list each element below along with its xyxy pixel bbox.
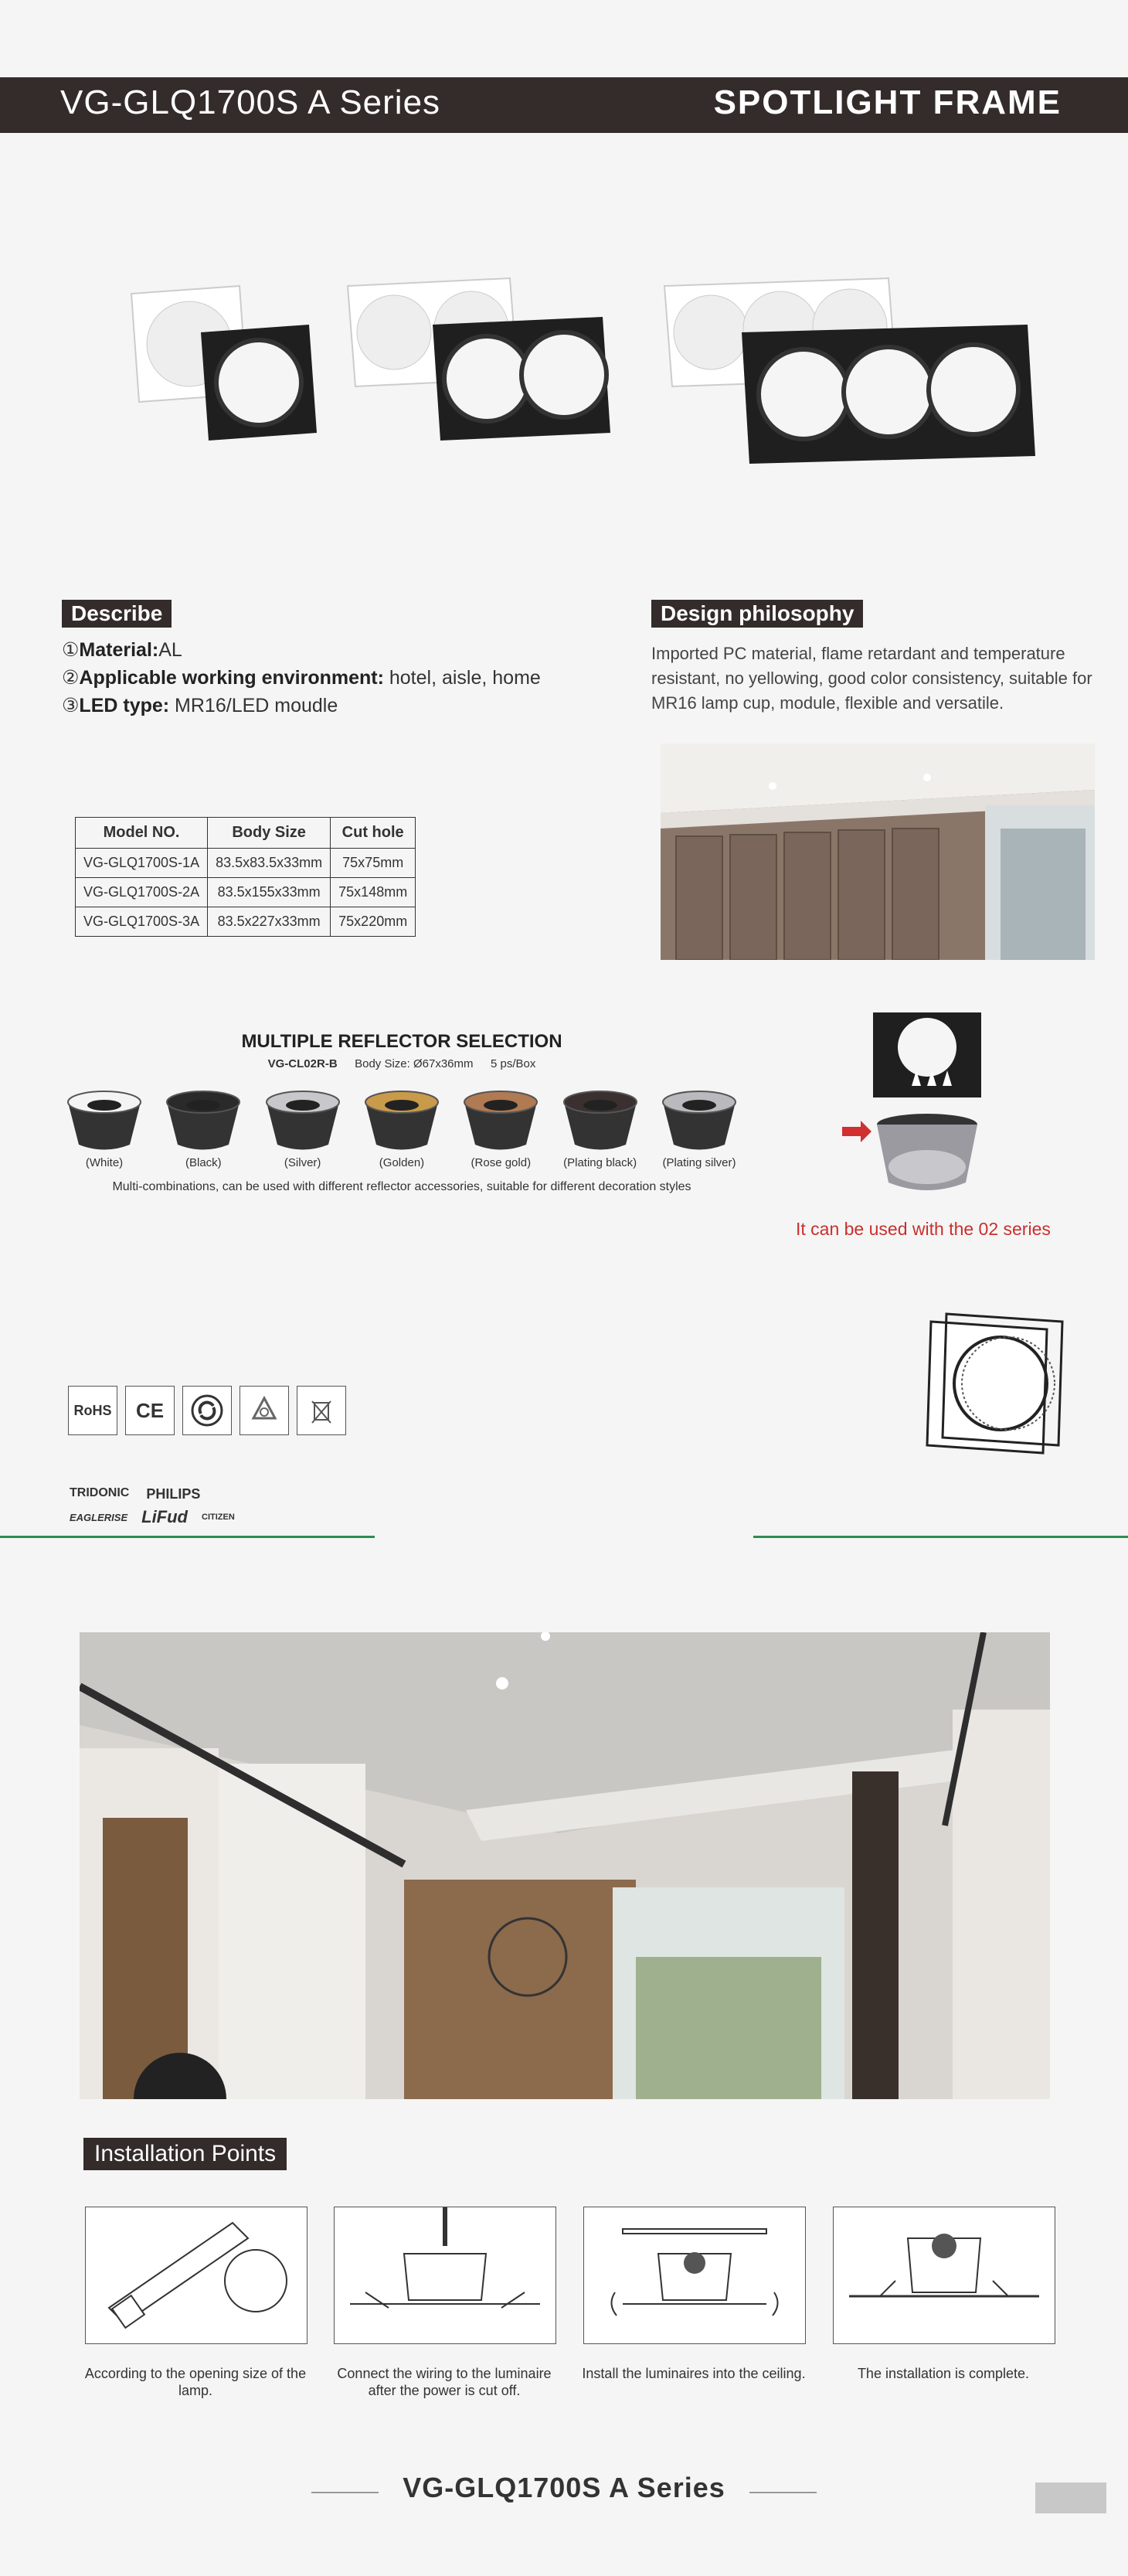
describe-section xyxy=(62,600,541,722)
reflector-item xyxy=(458,1079,543,1169)
reflector-cup-icon xyxy=(260,1079,345,1156)
table-row xyxy=(76,878,416,907)
spec-header-model: Model NO. xyxy=(76,818,208,849)
recycle-arrow-icon xyxy=(182,1386,232,1435)
install-step-1-diagram xyxy=(85,2207,307,2344)
reflector-label: (Black) xyxy=(185,1156,222,1169)
spec-table-header-row xyxy=(76,818,416,849)
install-step-3-caption: Install the luminaires into the ceiling. xyxy=(582,2366,806,2381)
spec-cell: 75x75mm xyxy=(331,849,416,878)
reflector-label: (White) xyxy=(85,1156,124,1169)
brand-logos xyxy=(70,1486,235,1527)
describe-number: ③ xyxy=(62,695,80,716)
reflector-cup-icon xyxy=(657,1079,742,1156)
installation-tag-wrap xyxy=(83,2138,287,2170)
divider-left xyxy=(0,1536,375,1538)
reflector-label: (Plating black) xyxy=(563,1156,637,1169)
reflector-body-size: Body Size: Ø67x36mm xyxy=(355,1057,474,1070)
wiring-icon xyxy=(335,2207,556,2343)
install-step-2-diagram xyxy=(334,2207,556,2344)
describe-value: MR16/LED moudle xyxy=(169,695,338,716)
describe-line xyxy=(62,638,541,662)
footer-gray-block xyxy=(1035,2482,1106,2513)
describe-label: Material: xyxy=(79,639,159,661)
describe-value: AL xyxy=(158,639,182,661)
spec-cell: VG-GLQ1700S-1A xyxy=(76,849,208,878)
frame-outline-illustration xyxy=(916,1306,1078,1468)
install-step-2-caption: Connect the wiring to the luminaire after the power is cut off. xyxy=(337,2366,552,2398)
brand-citizen: CITIZEN xyxy=(202,1513,235,1522)
interior-room-photo xyxy=(80,1632,1050,2099)
philosophy-section xyxy=(651,600,1099,716)
spec-cell: 83.5x155x33mm xyxy=(208,878,331,907)
product-frames-image xyxy=(116,263,1043,510)
reflector-item xyxy=(558,1079,643,1169)
single-frame-product xyxy=(131,286,317,441)
cert-row xyxy=(68,1386,346,1435)
header-model-title: VG-GLQ1700S A Series xyxy=(60,83,441,121)
philosophy-text: Imported PC material, flame retardant and temperature resistant, no yellowing, good color consistency, suitable for MR16 lamp cup, module, flexible and versatile. xyxy=(651,644,1092,713)
brand-eaglerise: EAGLERISE xyxy=(70,1511,128,1523)
reflector-title: MULTIPLE REFLECTOR SELECTION xyxy=(241,1031,562,1052)
philosophy-tag: Design philosophy xyxy=(651,600,863,628)
saw-icon xyxy=(86,2207,307,2343)
spec-cell: 75x220mm xyxy=(331,907,416,937)
describe-line xyxy=(62,666,541,689)
reflector-item xyxy=(657,1079,742,1169)
double-frame-product xyxy=(348,278,610,441)
reflector-label: (Plating silver) xyxy=(662,1156,736,1169)
install-step-3-diagram xyxy=(583,2207,806,2344)
reflector-item xyxy=(161,1079,246,1169)
spec-table xyxy=(75,817,416,937)
rohs-badge: RoHS xyxy=(68,1386,117,1435)
reflector-row xyxy=(62,1079,742,1169)
reflector-note: Multi-combinations, can be used with different reflector accessories, suitable for different decoration styles xyxy=(112,1180,691,1193)
header-bar xyxy=(0,77,1128,133)
describe-tag: Describe xyxy=(62,600,172,628)
reflector-cup-icon xyxy=(62,1079,147,1156)
spec-header-body-size: Body Size xyxy=(208,818,331,849)
spec-cell: 83.5x83.5x33mm xyxy=(208,849,331,878)
reflector-code: VG-CL02R-B xyxy=(267,1057,338,1070)
weee-bin-icon xyxy=(297,1386,346,1435)
reflector-label: (Silver) xyxy=(284,1156,321,1169)
reflector-item xyxy=(62,1079,147,1169)
install-step-1-caption: According to the opening size of the lamp. xyxy=(84,2366,307,2398)
installation-tag: Installation Points xyxy=(83,2138,287,2170)
describe-line xyxy=(62,694,541,717)
reflector-item xyxy=(260,1079,345,1169)
footer-title: VG-GLQ1700S A Series xyxy=(379,2472,749,2504)
reflector-item xyxy=(359,1079,444,1169)
reflector-section xyxy=(62,1031,742,1194)
reflector-pack: 5 ps/Box xyxy=(490,1057,536,1070)
table-row xyxy=(76,907,416,937)
spec-header-cut-hole: Cut hole xyxy=(331,818,416,849)
reflector-label: (Golden) xyxy=(379,1156,425,1169)
describe-label: LED type: xyxy=(79,695,170,716)
reflector-cup-icon xyxy=(161,1079,246,1156)
spec-cell: VG-GLQ1700S-2A xyxy=(76,878,208,907)
describe-value: hotel, aisle, home xyxy=(383,667,541,689)
spec-cell: VG-GLQ1700S-3A xyxy=(76,907,208,937)
triple-frame-product xyxy=(664,278,1035,464)
brand-tridonic: TRIDONIC xyxy=(70,1486,130,1499)
spec-cell: 75x148mm xyxy=(331,878,416,907)
describe-label: Applicable working environment: xyxy=(79,667,384,689)
spec-cell: 83.5x227x33mm xyxy=(208,907,331,937)
compat-note: It can be used with the 02 series xyxy=(796,1219,1051,1239)
describe-number: ② xyxy=(62,667,80,689)
reflector-cup-icon xyxy=(359,1079,444,1156)
brand-philips: PHILIPS xyxy=(146,1486,201,1502)
ce-mark: CE xyxy=(125,1386,175,1435)
reflector-insert-illustration xyxy=(842,1005,997,1206)
header-category-title: SPOTLIGHT FRAME xyxy=(713,83,1062,121)
reflector-label: (Rose gold) xyxy=(471,1156,532,1169)
installed-luminaire-icon xyxy=(834,2207,1055,2343)
recycle-icon xyxy=(240,1386,289,1435)
install-step-4-caption: The installation is complete. xyxy=(857,2366,1030,2381)
describe-number: ① xyxy=(62,639,80,661)
divider-right xyxy=(753,1536,1128,1538)
brand-lifud: LiFud xyxy=(141,1507,188,1526)
reflector-cup-icon xyxy=(458,1079,543,1156)
install-step-4-diagram xyxy=(833,2207,1055,2344)
install-ceiling-icon xyxy=(584,2207,805,2343)
table-row xyxy=(76,849,416,878)
ceiling-room-photo xyxy=(661,744,1095,960)
reflector-subline xyxy=(62,1057,742,1071)
reflector-cup-icon xyxy=(558,1079,643,1156)
